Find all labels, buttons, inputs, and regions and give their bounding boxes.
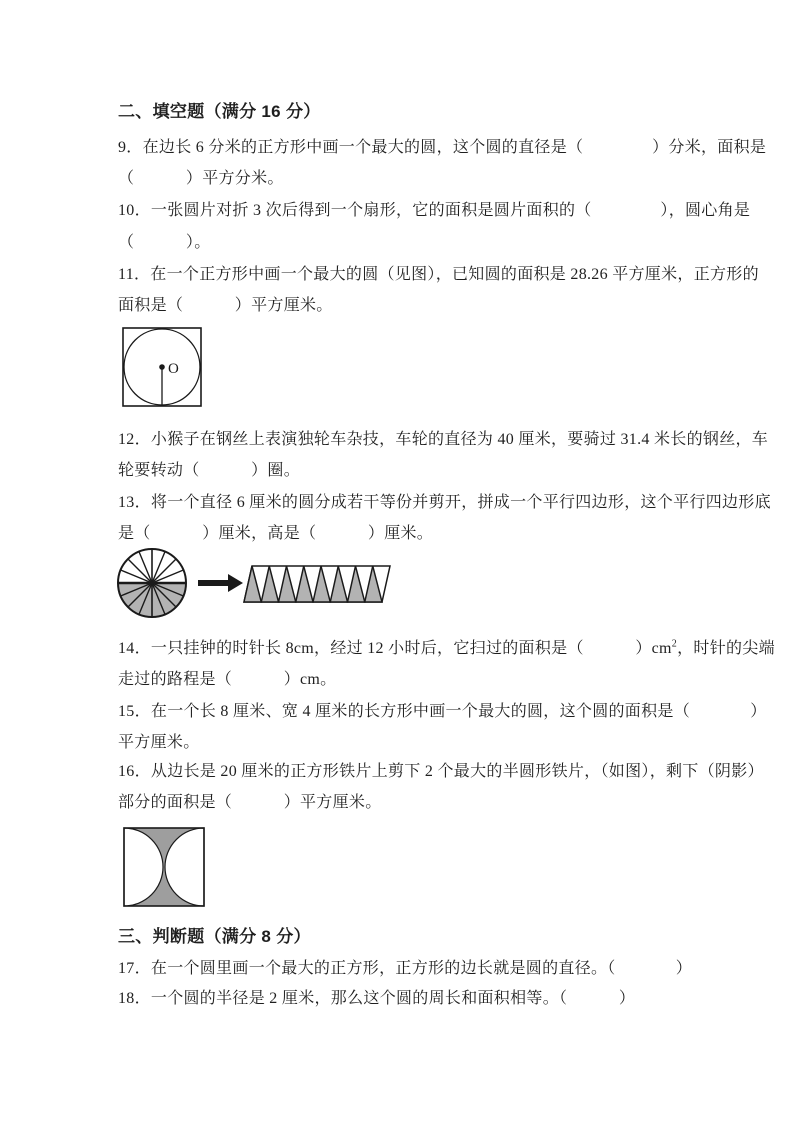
- arrow-icon: [198, 574, 243, 592]
- question-9-line-1: 9．在边长 6 分米的正方形中画一个最大的圆，这个圆的直径是（ ）分米，面积是: [118, 139, 767, 156]
- question-12-line-2: 轮要转动（ ）圈。: [118, 462, 300, 479]
- question-13-line-2: 是（ ）厘米，高是（ ）厘米。: [118, 525, 434, 542]
- fill-in-section-heading: 二、填空题（满分 16 分）: [118, 102, 321, 121]
- question-12-line-1: 12．小猴子在钢丝上表演独轮车杂技，车轮的直径为 40 厘米，要骑过 31.4 米长的钢丝，车: [118, 431, 769, 448]
- parallelogram-strip: [244, 566, 390, 602]
- circle-center-dot: [159, 364, 165, 370]
- question-15-line-1: 15．在一个长 8 厘米、宽 4 厘米的长方形中画一个最大的圆，这个圆的面积是（ ）: [118, 703, 767, 720]
- question-13-line-1: 13．将一个直径 6 厘米的圆分成若干等份并剪开，拼成一个平行四边形，这个平行四边形底: [118, 494, 771, 511]
- question-10-line-1: 10．一张圆片对折 3 次后得到一个扇形，它的面积是圆片面积的（ ），圆心角是: [118, 202, 751, 219]
- figure-square-semicircles: [122, 826, 206, 908]
- question-11-line-2: 面积是（ ）平方厘米。: [118, 297, 333, 314]
- question-17-line: 17．在一个圆里画一个最大的正方形，正方形的边长就是圆的直径。（ ）: [118, 960, 693, 977]
- question-14-line-1-post: ，时针的尖端: [677, 640, 775, 657]
- figure-square-inscribed-circle: [121, 324, 203, 410]
- question-15-line-2: 平方厘米。: [118, 734, 200, 751]
- question-18-line: 18．一个圆的半径是 2 厘米，那么这个圆的周长和面积相等。（ ）: [118, 990, 636, 1007]
- judge-section-heading: 三、判断题（满分 8 分）: [118, 927, 311, 946]
- question-14-line-1: [118, 638, 775, 660]
- figure-circle-to-parallelogram: [112, 546, 402, 620]
- question-14-superscript: 2: [671, 638, 678, 650]
- question-14-line-2: 走过的路程是（ ）cm。: [118, 671, 337, 688]
- circle-center-label: O: [168, 361, 179, 377]
- question-16-line-1: 16．从边长是 20 厘米的正方形铁片上剪下 2 个最大的半圆形铁片，（如图），剩下（阴影）: [118, 763, 764, 780]
- question-11-line-1: 11．在一个正方形中画一个最大的圆（见图），已知圆的面积是 28.26 平方厘米，正方形的: [118, 266, 759, 283]
- question-9-line-2: （ ）平方分米。: [118, 170, 284, 187]
- question-10-line-2: （ ）。: [118, 234, 211, 251]
- question-14-line-1-pre: 14．一只挂钟的时针长 8cm，经过 12 小时后，它扫过的面积是（ ）cm: [118, 640, 672, 657]
- question-16-line-2: 部分的面积是（ ）平方厘米。: [118, 794, 382, 811]
- sector-circle: [118, 549, 186, 617]
